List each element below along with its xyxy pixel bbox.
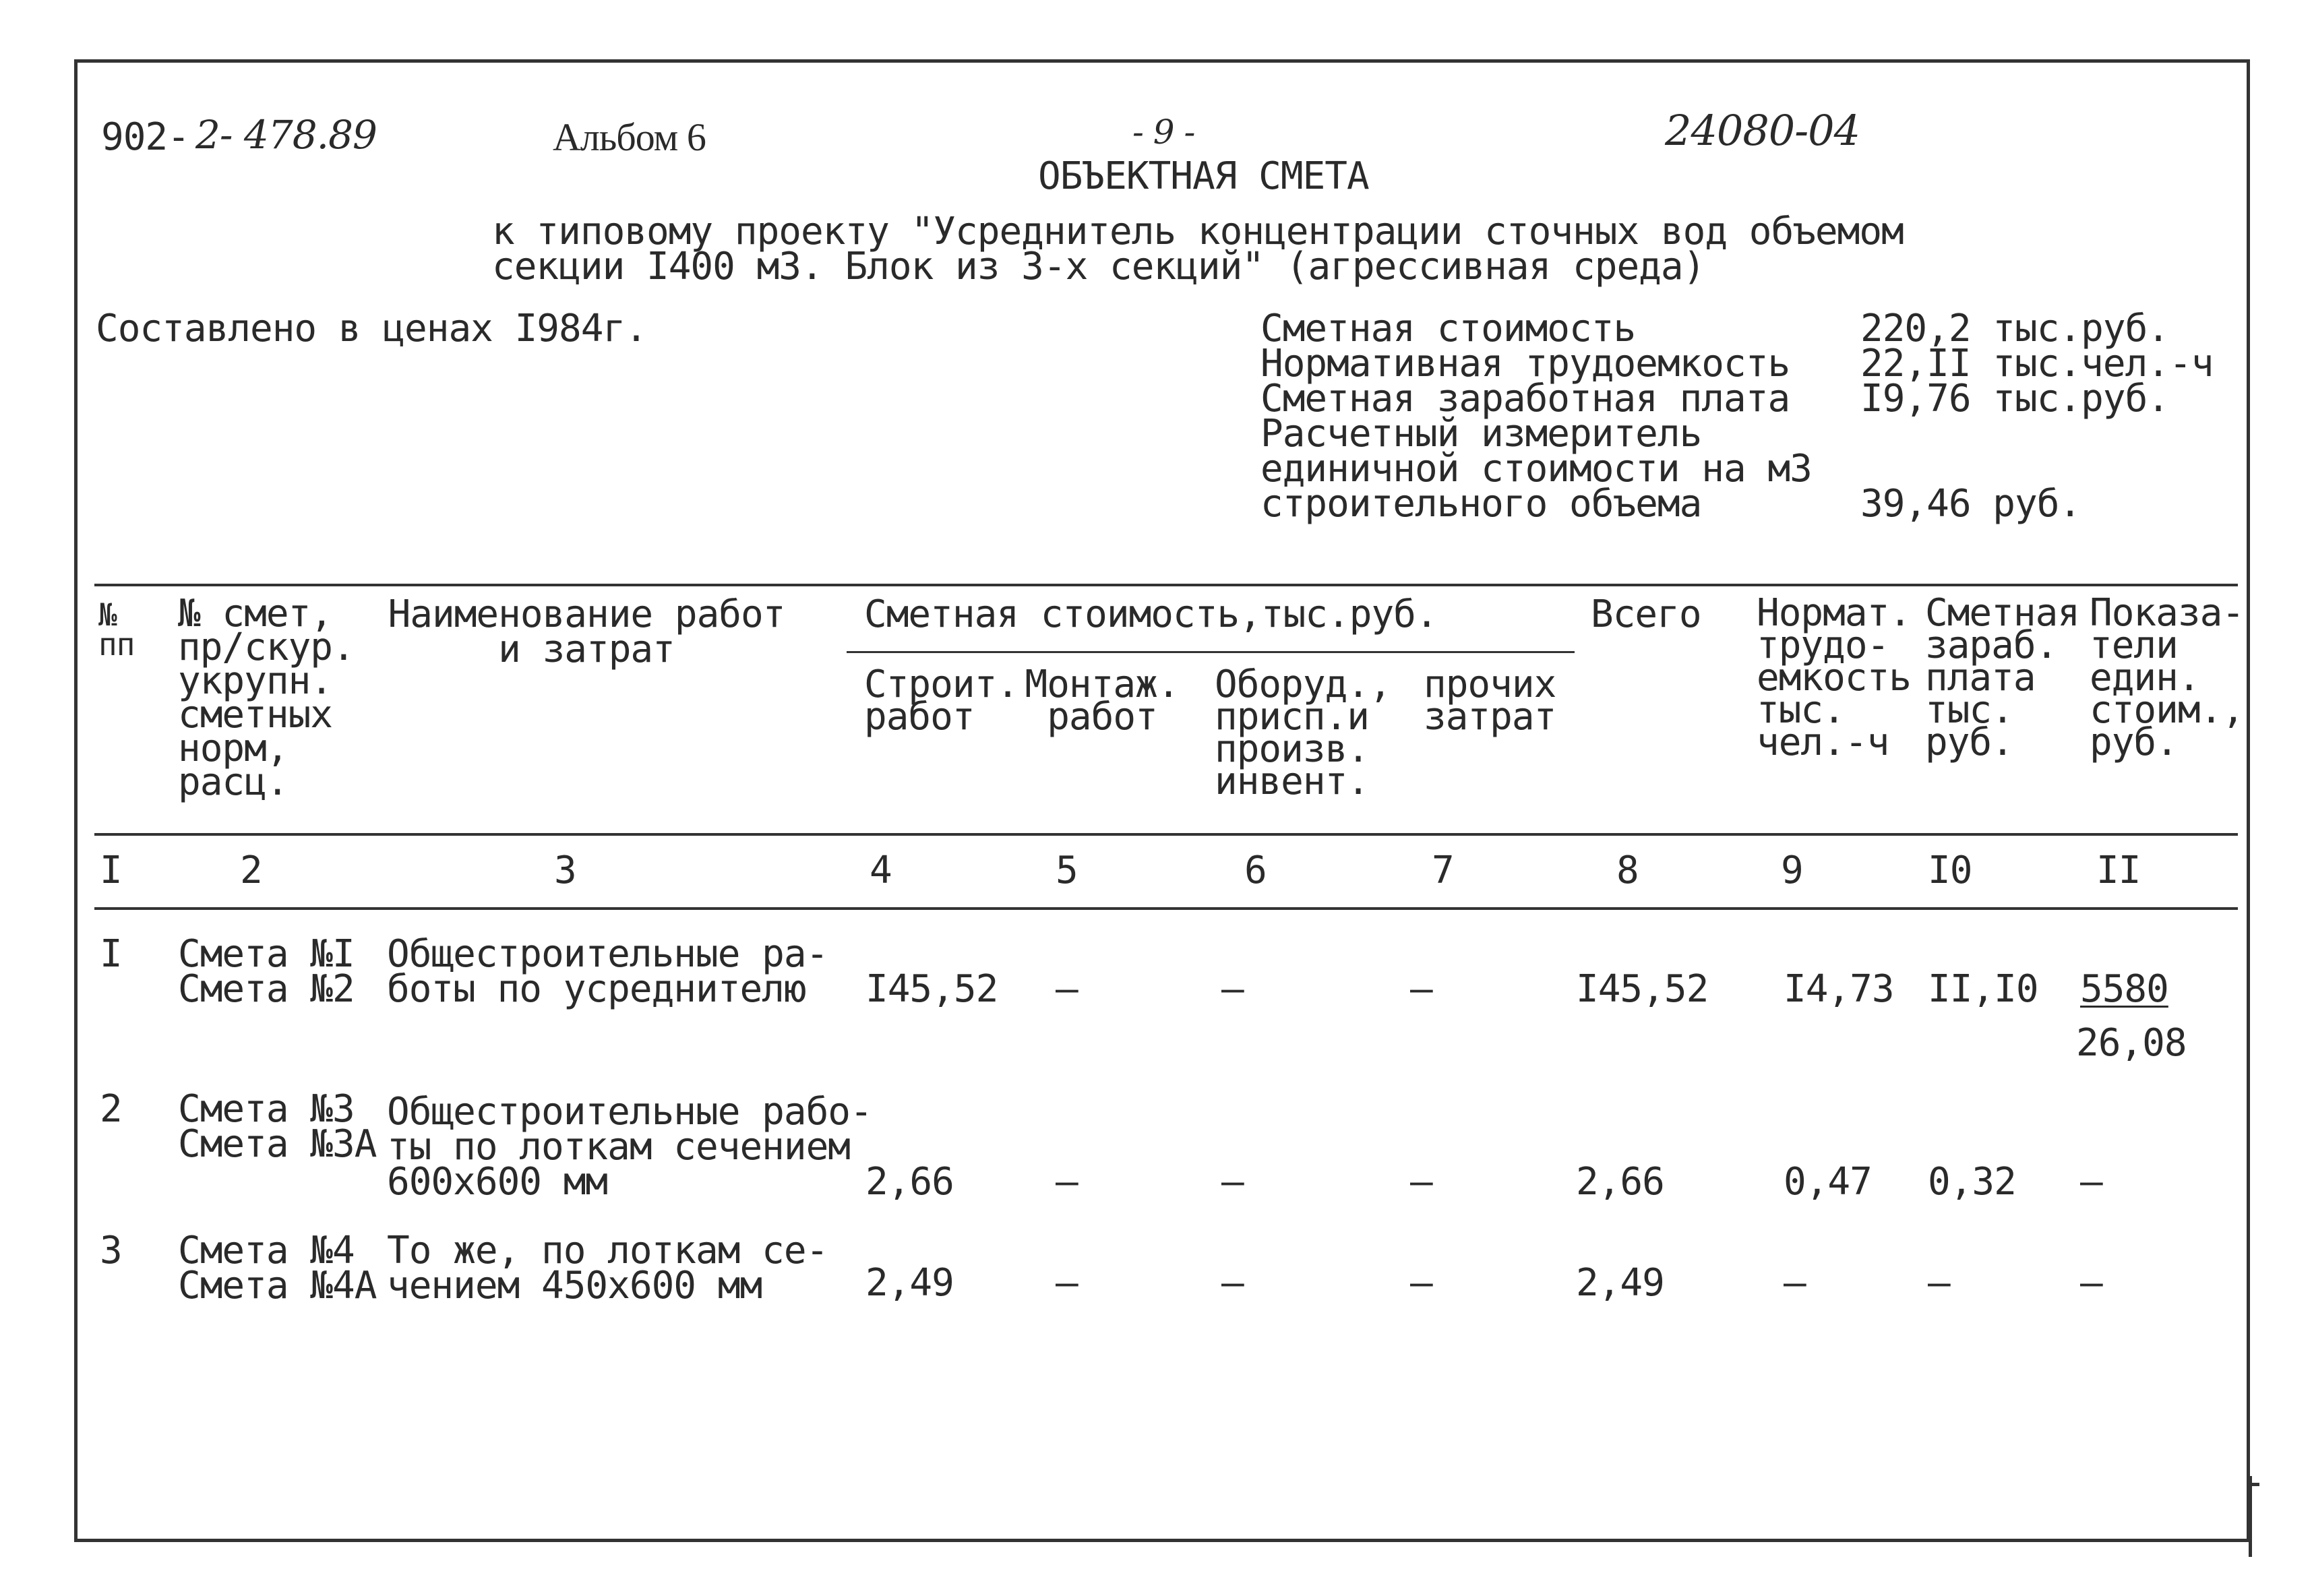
row-total-cost: 2,66 [1576,1160,1664,1204]
frame-mark [2249,1476,2252,1557]
row-other-cost: – [1410,1261,1432,1305]
subtitle-line-1: к типовому проекту "Усреднитель концентрации сточных вод объемом [492,210,1904,253]
column-number: II [2096,849,2141,892]
row-indicator-top: 5580 [2080,967,2168,1011]
group-header-rule [847,651,1575,653]
header-construction: Строит. работ [864,663,1019,739]
album-label: Альбом 6 [553,115,706,159]
summary-label: единичной стоимости на м3 [1260,447,1812,491]
summary-label: строительного объема [1260,482,1702,526]
summary-value: 39,46 руб. [1860,482,2081,526]
column-number: I0 [1928,849,1972,892]
row-construction-cost: 2,49 [865,1261,954,1305]
row-other-cost: – [1410,967,1432,1011]
column-number: 7 [1432,849,1454,892]
row-other-cost: – [1410,1160,1432,1204]
row-number: I [100,932,122,976]
row-work-name: Общестроительные ра- боты по усреднителю [387,932,828,1011]
header-row-number: № пп [98,596,135,663]
header-labor: Нормат. трудо- емкость тыс. чел.-ч [1757,591,1912,764]
row-wage: 0,32 [1928,1160,2016,1204]
row-indicator-top: – [2080,1160,2102,1204]
row-installation-cost: – [1056,967,1078,1011]
column-number-rule [94,907,2238,910]
header-bottom-rule [94,833,2238,836]
row-installation-cost: – [1056,1160,1078,1204]
row-number: 2 [100,1087,122,1131]
column-number: 4 [870,849,892,892]
subtitle-line-2: секции I400 м3. Блок из 3-х секций" (агрессивная среда) [492,245,1705,288]
row-equipment-cost: – [1221,967,1244,1011]
row-work-name: То же, по лоткам се- чением 450x600 мм [387,1229,828,1308]
page-number: - 9 - [1132,113,1195,152]
doc-number-prefix: 902- [101,115,189,159]
row-wage: – [1928,1261,1950,1305]
column-number: 6 [1244,849,1267,892]
row-estimate-refs: Смета №3 Смета №3А [178,1087,377,1166]
row-wage: II,I0 [1928,967,2038,1011]
header-total: Всего [1591,592,1701,636]
frame-mark-2 [2249,1483,2259,1486]
row-labor: – [1784,1261,1806,1305]
summary-value: 220,2 тыс.руб. [1860,307,2170,350]
row-equipment-cost: – [1221,1261,1244,1305]
summary-value: I9,76 тыс.руб. [1860,377,2170,421]
summary-label: Сметная заработная плата [1260,377,1790,421]
header-wage: Сметная зараб. плата тыс. руб. [1925,591,2080,764]
header-indicators: Показа- тели един. стоим., руб. [2090,591,2245,764]
summary-value: 22,II тыс.чел.-ч [1860,342,2214,386]
header-cost-group: Сметная стоимость,тыс.руб. [864,592,1438,636]
doc-number-handwritten: 2- 478.89 [195,112,377,158]
document-title: ОБЪЕКТНАЯ СМЕТА [1038,154,1369,198]
header-work-name: Наименование работ и затрат [388,592,785,671]
row-estimate-refs: Смета №I Смета №2 [178,932,355,1011]
row-estimate-refs: Смета №4 Смета №4А [178,1229,377,1308]
row-labor: I4,73 [1784,967,1894,1011]
summary-label: Нормативная трудоемкость [1260,342,1790,386]
column-number: 8 [1616,849,1639,892]
summary-label: Расчетный измеритель [1260,412,1702,456]
row-installation-cost: – [1056,1261,1078,1305]
column-number: 3 [554,849,576,892]
row-total-cost: 2,49 [1576,1261,1664,1305]
row-labor: 0,47 [1784,1160,1872,1204]
header-equipment: Оборуд., присп.и произв. инвент. [1215,663,1391,803]
row-work-name: Общестроительные рабо- ты по лоткам сечением 600x600 мм [387,1090,872,1204]
header-estimate-refs: № смет, пр/скур. укрупн. сметных норм, расц. [178,592,355,804]
column-number: 9 [1781,849,1803,892]
table-top-rule [94,584,2238,586]
row-total-cost: I45,52 [1576,967,1709,1011]
header-other: прочих затрат [1424,663,1556,739]
row-number: 3 [100,1229,122,1272]
row-indicator-top: – [2080,1261,2102,1305]
header-installation: Монтаж. работ [1025,663,1180,739]
column-number: 5 [1056,849,1078,892]
row-equipment-cost: – [1221,1160,1244,1204]
prices-note: Составлено в ценах I984г. [96,307,647,350]
document-code: 24080-04 [1665,106,1860,155]
row-indicator-bottom: 26,08 [2076,1021,2187,1065]
row-construction-cost: 2,66 [865,1160,954,1204]
row-construction-cost: I45,52 [865,967,998,1011]
column-number: I [100,849,122,892]
column-number: 2 [240,849,262,892]
summary-label: Сметная стоимость [1260,307,1636,350]
